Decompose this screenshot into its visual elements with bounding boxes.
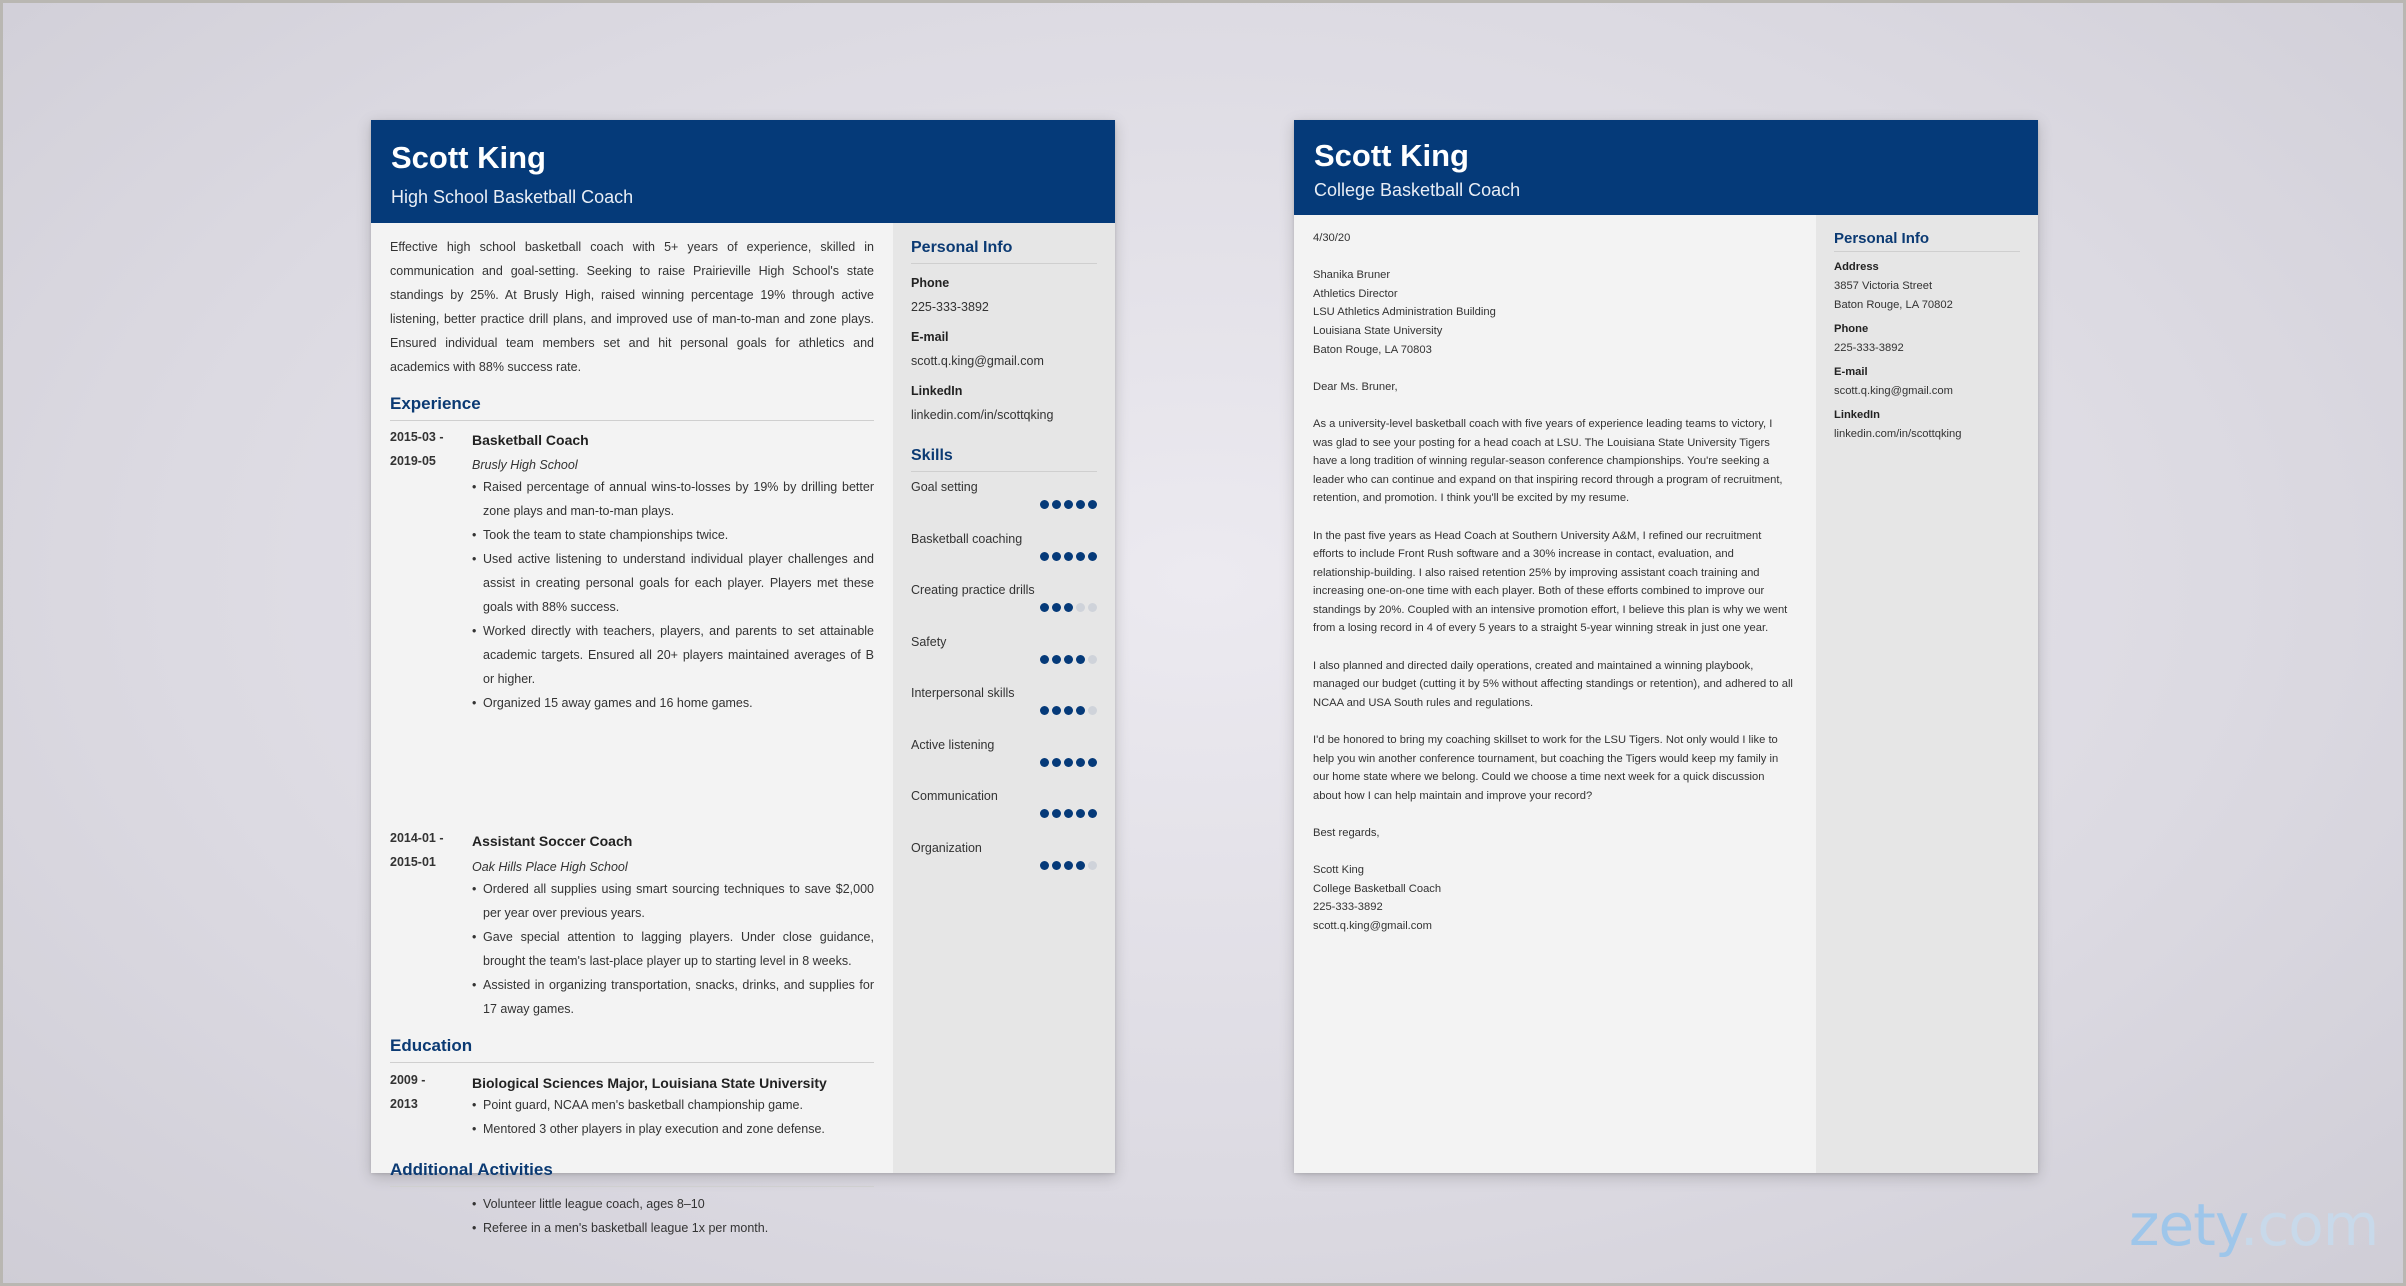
rating-dot-filled: [1040, 500, 1049, 509]
rating-dot-empty: [1088, 603, 1097, 612]
rating-dot-filled: [1040, 758, 1049, 767]
letter-greeting: Dear Ms. Bruner,: [1313, 380, 1398, 393]
skill-rating: [1040, 758, 1097, 767]
resume-job-title: High School Basketball Coach: [391, 187, 634, 207]
recipient-line: Athletics Director: [1313, 287, 1398, 300]
recipient-line: LSU Athletics Administration Building: [1313, 306, 1496, 319]
experience-1-date-end: 2019-05: [390, 454, 436, 468]
rating-dot-filled: [1064, 809, 1073, 818]
list-item: • Used active listening to understand individual player challenges and assist in creating personal goals for each player. Players met these goals with 88% success.: [472, 547, 874, 619]
skill-name: Active listening: [911, 737, 995, 752]
rating-dot-filled: [1064, 500, 1073, 509]
rating-dot-filled: [1052, 552, 1061, 561]
letter-email-label: E-mail: [1834, 366, 1868, 378]
address-line-2: Baton Rouge, LA 70802: [1834, 299, 1953, 311]
recipient-line: Baton Rouge, LA 70803: [1313, 343, 1432, 356]
recipient-line: Shanika Bruner: [1313, 269, 1391, 282]
section-title-activities: Additional Activities: [390, 1160, 874, 1187]
skill-name: Safety: [911, 634, 947, 649]
skill-name: Goal setting: [911, 480, 978, 494]
rating-dot-filled: [1088, 552, 1097, 561]
section-title-experience: Experience: [390, 394, 874, 421]
signature-line: Scott King: [1313, 864, 1364, 877]
education-date-start: 2009 -: [390, 1073, 426, 1087]
rating-dot-filled: [1040, 706, 1049, 715]
rating-dot-filled: [1064, 861, 1073, 870]
experience-1-bullets: [472, 475, 874, 715]
rating-dot-filled: [1052, 758, 1061, 767]
rating-dot-filled: [1076, 706, 1085, 715]
rating-dot-filled: [1064, 758, 1073, 767]
skill-rating: [1040, 500, 1097, 509]
skill-name: Creating practice drills: [911, 583, 1035, 597]
letter-paragraph-4: I'd be honored to bring my coaching skillset to work for the LSU Tigers. Not only would I like to help you win another conference tournament, but coaching the Tigers would keep my family in our home state where we belong. Could we choose a time next week for a quick discussion about how I can help maintain and improve your record?: [1313, 734, 1779, 802]
list-item: • Ordered all supplies using smart sourcing techniques to save $2,000 per year over previous years.: [472, 877, 874, 925]
rating-dot-empty: [1076, 603, 1085, 612]
address-label: Address: [1834, 261, 1879, 273]
letter-paragraph-1: As a university-level basketball coach with five years of experience leading teams to victory, I was glad to see your posting for a head coach at LSU. The Louisiana State University Tigers have a long tradition of winning regular-season conference championships. You're seeking a leader who can continue and expand on that inspiring record through a program of recruitment, retention, and promotion. I think you'll be excited by my resume.: [1313, 417, 1783, 505]
list-item: • Referee in a men's basketball league 1x per month.: [472, 1216, 874, 1240]
skill-rating: [1040, 552, 1097, 561]
rating-dot-filled: [1064, 655, 1073, 664]
education-bullets: [472, 1093, 874, 1141]
rating-dot-filled: [1052, 861, 1061, 870]
resume-sidebar: [893, 223, 1115, 1173]
letter-phone-value: 225-333-3892: [1834, 342, 1904, 354]
rating-dot-filled: [1052, 655, 1061, 664]
skills-title: Skills: [911, 447, 1097, 472]
activities-bullets: [472, 1192, 874, 1240]
rating-dot-filled: [1040, 655, 1049, 664]
letter-signature: [1313, 861, 1797, 935]
experience-1-org: Brusly High School: [472, 458, 578, 472]
letter-closing: Best regards,: [1313, 827, 1380, 839]
letter-body: [1313, 229, 1797, 954]
letter-linkedin-value: linkedin.com/in/scottqking: [1834, 428, 1962, 440]
rating-dot-filled: [1076, 758, 1085, 767]
list-item: • Point guard, NCAA men's basketball championship game.: [472, 1093, 874, 1117]
rating-dot-filled: [1088, 500, 1097, 509]
rating-dot-filled: [1064, 603, 1073, 612]
resume-header: [371, 120, 1115, 223]
rating-dot-empty: [1088, 655, 1097, 664]
rating-dot-filled: [1064, 552, 1073, 561]
experience-2-date-start: 2014-01 -: [390, 831, 444, 845]
recipient-line: Louisiana State University: [1313, 324, 1443, 337]
rating-dot-empty: [1088, 706, 1097, 715]
skill-name: Basketball coaching: [911, 531, 1023, 546]
letter-sidebar-content: [1834, 215, 2020, 1173]
letter-email-value: scott.q.king@gmail.com: [1834, 385, 1953, 397]
rating-dot-filled: [1052, 603, 1061, 612]
list-item: • Mentored 3 other players in play execution and zone defense.: [472, 1117, 874, 1141]
resume-page: [371, 120, 1115, 1235]
letter-date: 4/30/20: [1313, 232, 1351, 244]
email-value: scott.q.king@gmail.com: [911, 354, 1044, 368]
letter-job-title: College Basketball Coach: [1314, 180, 1521, 200]
letter-paragraph-3: I also planned and directed daily operations, created and maintained a winning playbook, managed our budget (cutting it by 5% without affecting standings or retention), and adhered to all NCAA and USA South rules and regulations.: [1313, 659, 1793, 709]
experience-1-role: Basketball Coach: [472, 432, 589, 448]
letter-sidebar: [1816, 215, 2038, 1173]
address-line-1: 3857 Victoria Street: [1834, 280, 1933, 292]
skill-rating: [1040, 861, 1097, 870]
experience-2-date-end: 2015-01: [390, 855, 436, 869]
list-item: • Worked directly with teachers, players, and parents to set attainable academic targets. Ensured all 20+ players maintained averages of B or higher.: [472, 619, 874, 691]
linkedin-value: linkedin.com/in/scottqking: [911, 408, 1054, 422]
phone-label: Phone: [911, 276, 950, 290]
letter-phone-label: Phone: [1834, 323, 1869, 335]
rating-dot-filled: [1052, 706, 1061, 715]
list-item: • Assisted in organizing transportation, snacks, drinks, and supplies for 17 away games.: [472, 973, 874, 1021]
list-item: • Took the team to state championships twice.: [472, 523, 874, 547]
signature-line: College Basketball Coach: [1313, 882, 1442, 895]
education-degree: Biological Sciences Major, Louisiana State University: [472, 1075, 827, 1091]
education-date-end: 2013: [390, 1097, 418, 1111]
letter-linkedin-label: LinkedIn: [1834, 409, 1880, 421]
signature-line: scott.q.king@gmail.com: [1313, 919, 1432, 932]
skill-name: Communication: [911, 789, 998, 803]
rating-dot-filled: [1040, 809, 1049, 818]
rating-dot-filled: [1076, 655, 1085, 664]
rating-dot-filled: [1088, 809, 1097, 818]
skill-name: Interpersonal skills: [911, 686, 1015, 700]
phone-value: 225-333-3892: [911, 300, 989, 314]
letter-header: [1294, 120, 2038, 215]
experience-2-bullets: [472, 877, 874, 1021]
rating-dot-filled: [1076, 861, 1085, 870]
skill-rating: [1040, 706, 1097, 715]
skill-name: Organization: [911, 840, 982, 855]
rating-dot-filled: [1076, 809, 1085, 818]
zety-logo: zety.com: [2129, 1191, 2379, 1259]
signature-line: 225-333-3892: [1313, 901, 1383, 914]
rating-dot-filled: [1040, 603, 1049, 612]
linkedin-label: LinkedIn: [911, 384, 963, 398]
rating-dot-empty: [1088, 861, 1097, 870]
rating-dot-filled: [1088, 758, 1097, 767]
rating-dot-filled: [1076, 552, 1085, 561]
skill-rating: [1040, 603, 1097, 612]
experience-1-date-start: 2015-03 -: [390, 430, 444, 444]
experience-2-role: Assistant Soccer Coach: [472, 833, 633, 849]
rating-dot-filled: [1040, 861, 1049, 870]
list-item: • Gave special attention to lagging players. Under close guidance, brought the team's last-place player up to starting level in 8 weeks.: [472, 925, 874, 973]
resume-name: Scott King: [391, 140, 546, 175]
list-item: • Organized 15 away games and 16 home games.: [472, 691, 874, 715]
letter-paragraph-2: In the past five years as Head Coach at Southern University A&M, I refined our recruitment efforts to include Front Rush software and a 30% increase in contact, evaluation, and relationship-building. I also raised retention 25% by improving assistant coach training and increasing one-on-one time with each player. Both of these efforts combined to improve our standings by 20%. Coupled with an intensive promotion effort, I believe this plan is why we went from a losing record in 4 of every 5 years to a straight 5-year winning streak in just one year.: [1313, 529, 1788, 635]
rating-dot-filled: [1052, 500, 1061, 509]
section-title-education: Education: [390, 1036, 874, 1063]
letter-personal-info-title: Personal Info: [1834, 230, 2020, 252]
resume-sidebar-content: [911, 223, 1097, 1173]
list-item: • Raised percentage of annual wins-to-losses by 19% by drilling better zone plays and man-to-man plays.: [472, 475, 874, 523]
personal-info-title: Personal Info: [911, 239, 1097, 264]
cover-letter-page: [1294, 120, 2038, 1173]
resume-summary: Effective high school basketball coach with 5+ years of experience, skilled in communication and goal-setting. Seeking to raise Prairieville High School's state standings by 25%. At Brusly High, raised winning percentage 19% through active listening, better practice drill plans, and improved use of man-to-man and zone plays. Ensured individual team members set and hit personal goals for athletics and academics with 88% success rate.: [390, 240, 874, 374]
email-label: E-mail: [911, 330, 949, 344]
letter-recipient: [1313, 266, 1797, 359]
rating-dot-filled: [1040, 552, 1049, 561]
rating-dot-filled: [1052, 809, 1061, 818]
rating-dot-filled: [1064, 706, 1073, 715]
skill-rating: [1040, 809, 1097, 818]
experience-2-org: Oak Hills Place High School: [472, 860, 628, 874]
skill-rating: [1040, 655, 1097, 664]
rating-dot-filled: [1076, 500, 1085, 509]
list-item: • Volunteer little league coach, ages 8–10: [472, 1192, 874, 1216]
letter-name: Scott King: [1314, 138, 1469, 173]
